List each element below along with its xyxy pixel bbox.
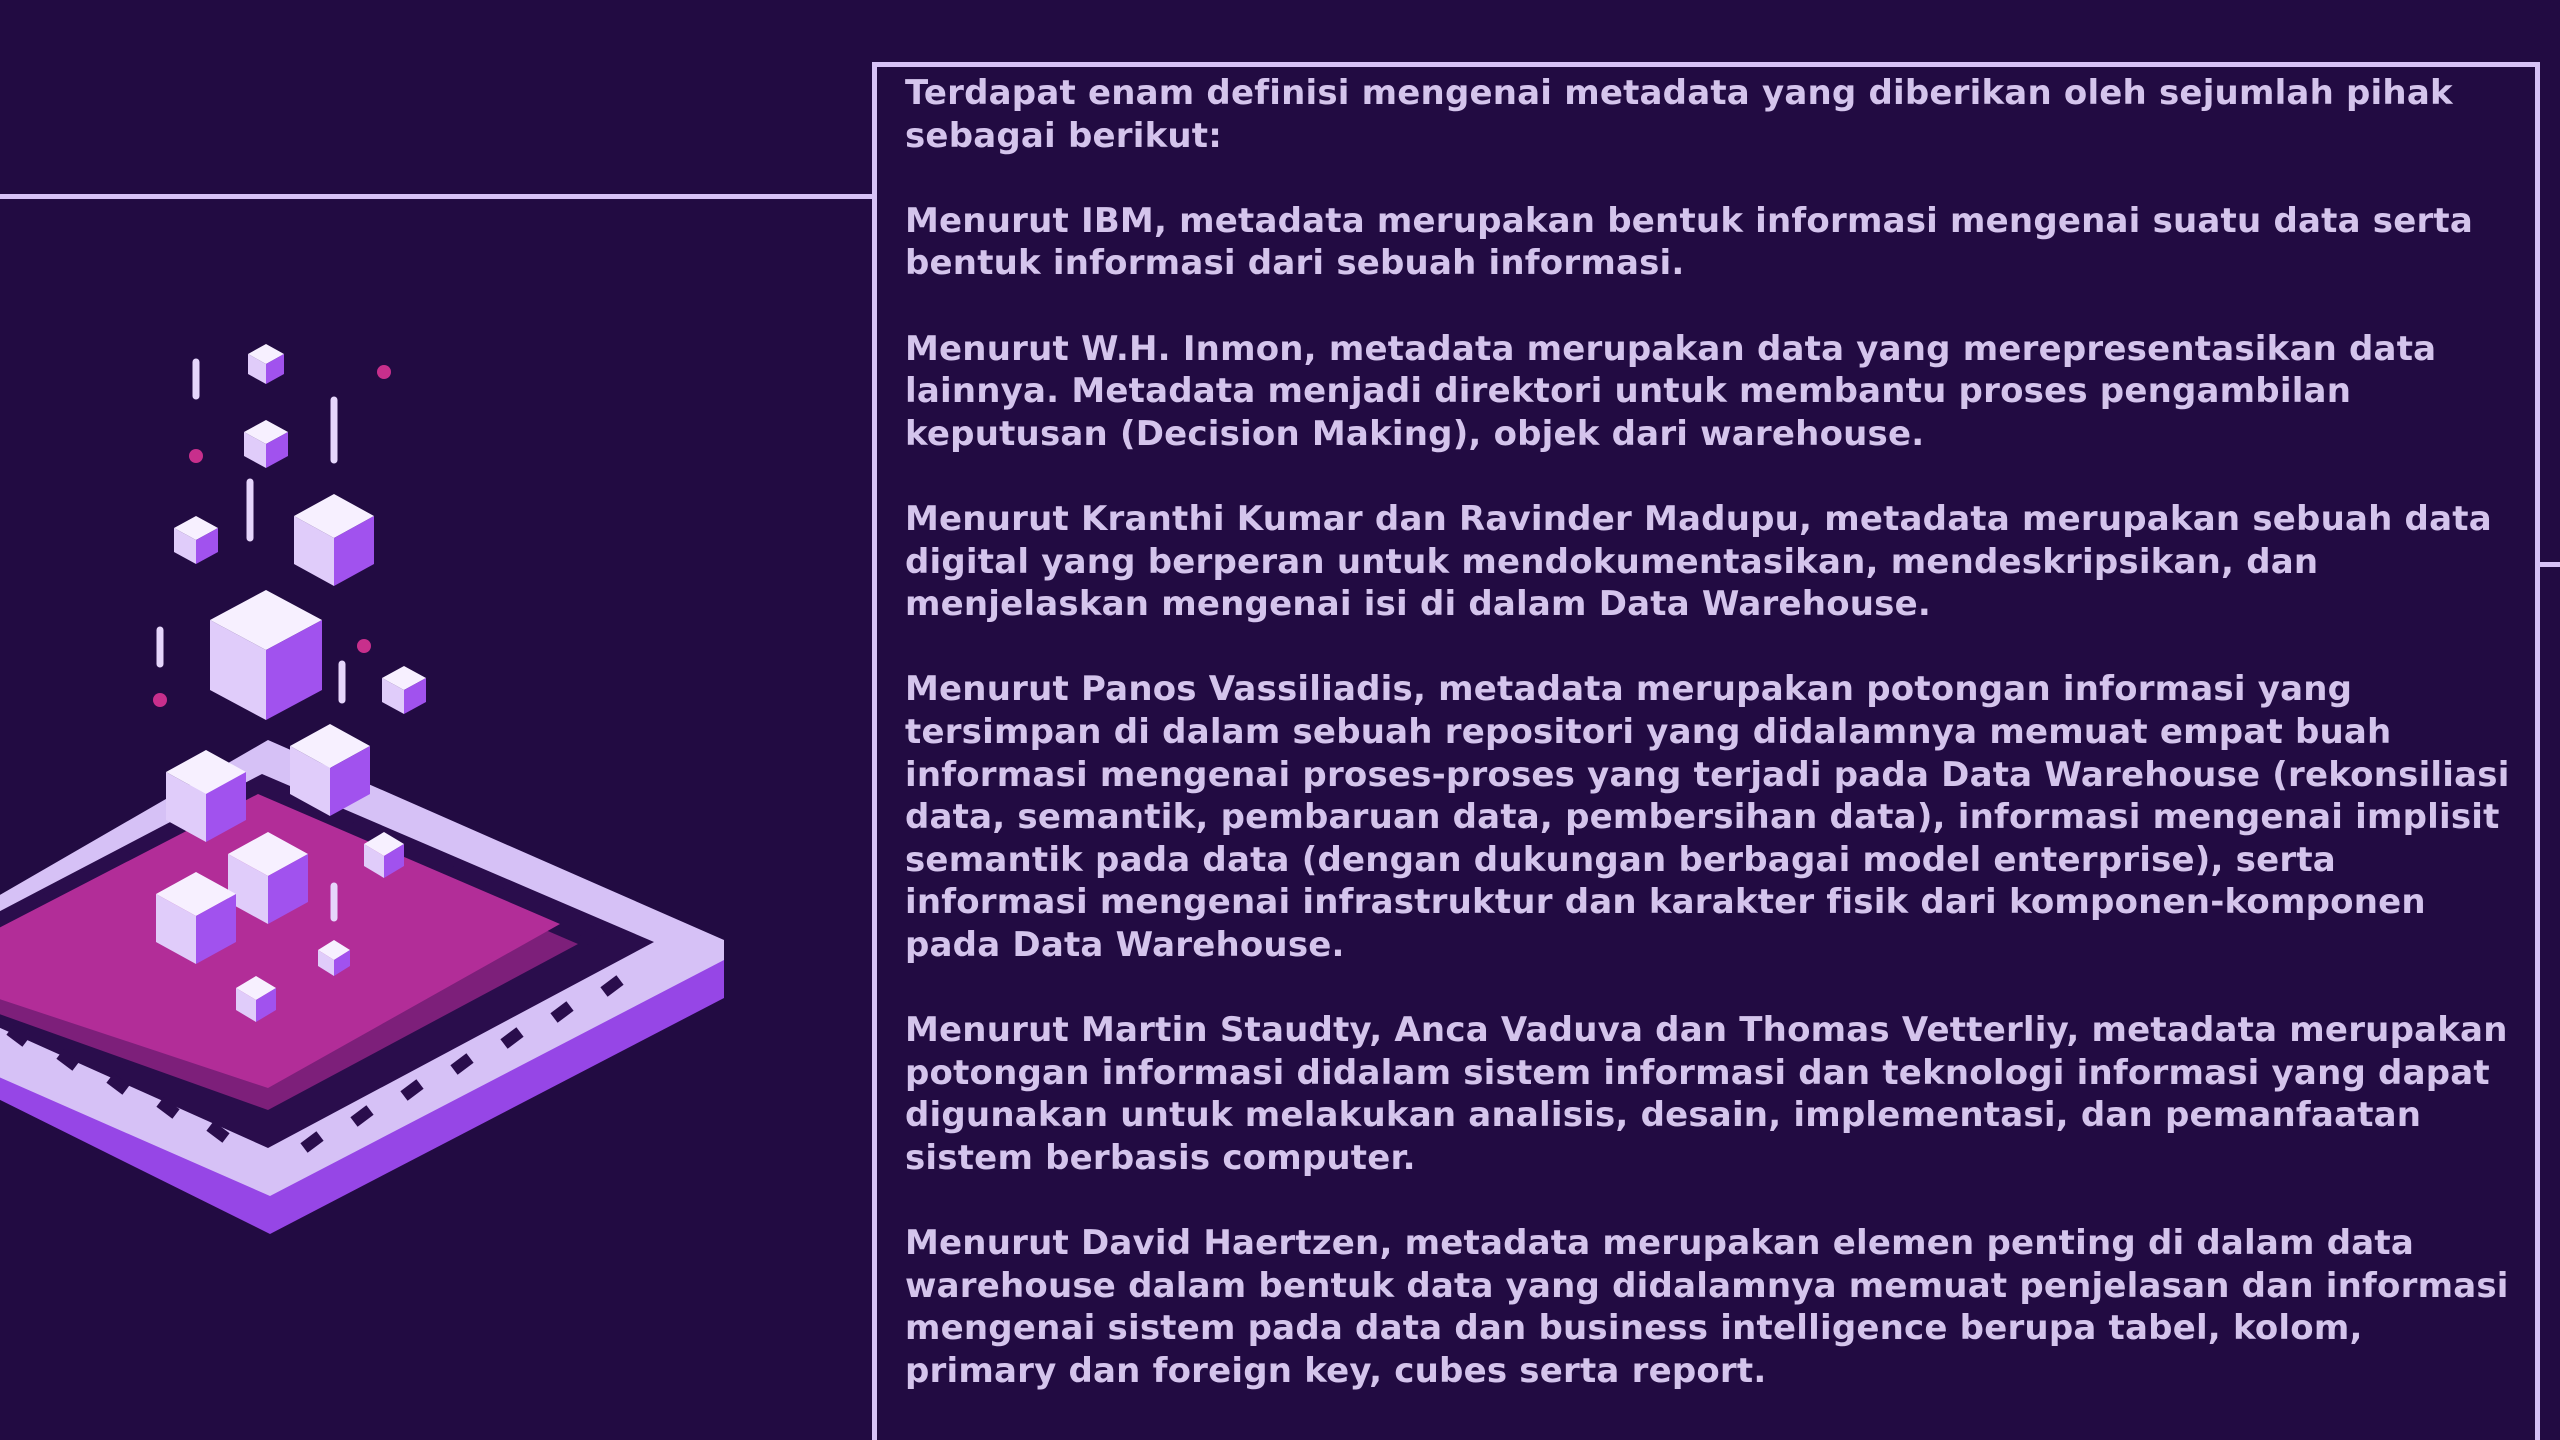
decorative-line-left xyxy=(0,194,874,199)
cube-small-3 xyxy=(174,516,218,564)
definition-haertzen: Menurut David Haertzen, metadata merupakan elemen penting di dalam data warehouse dalam bentuk data yang didalamnya memuat penjelasan dan informasi mengenai sistem pada data dan business intelligence berupa tabel, kolom, primary dan foreign key, cubes serta report. xyxy=(905,1223,2509,1391)
definition-vassiliadis: Menurut Panos Vassiliadis, metadata merupakan potongan informasi yang tersimpan di dalam sebuah repositori yang didalamnya memuat empat buah informasi mengenai proses-proses yang terjadi pada Data Warehouse (rekonsiliasi data, semantik, pembaruan data, pembersihan data), informasi mengenai implisit semantik pada data (dengan dukungan berbagai model enterprise), serta informasi mengenai infrastruktur dan karakter fisik dari komponen-komponen pada Data Warehouse. xyxy=(905,669,2510,965)
definition-kumar-madupu: Menurut Kranthi Kumar dan Ravinder Madupu, metadata merupakan sebuah data digital yang berperan untuk mendokumentasikan, mendeskripsikan, dan menjelaskan mengenai isi di dalam Data Warehouse. xyxy=(905,498,2492,625)
cube-small-top xyxy=(248,344,284,384)
cube-large xyxy=(210,590,322,720)
definition-staudty-vaduva-vetterliy: Menurut Martin Staudty, Anca Vaduva dan Thomas Vetterliy, metadata merupakan potongan informasi didalam sistem informasi dan teknologi informasi yang dapat digunakan untuk melakukan analisis, desain, implementasi, dan pemanfaatan sistem berbasis computer. xyxy=(905,1010,2508,1178)
definition-ibm: Menurut IBM, metadata merupakan bentuk informasi mengenai suatu data serta bentuk informasi dari sebuah informasi. xyxy=(905,200,2474,284)
intro-paragraph: Terdapat enam definisi mengenai metadata yang diberikan oleh sejumlah pihak sebagai berikut: xyxy=(905,73,2453,156)
cube-medium xyxy=(294,494,374,586)
definitions-panel xyxy=(872,62,2540,1440)
isometric-chip-with-cubes-icon xyxy=(0,320,760,1260)
cube-small-2 xyxy=(244,420,288,468)
definitions-text xyxy=(905,72,2515,1435)
definition-inmon: Menurut W.H. Inmon, metadata merupakan data yang merepresentasikan data lainnya. Metadata menjadi direktori untuk membantu proses pengambilan keputusan (Decision Making), objek dari warehouse. xyxy=(905,328,2437,454)
cube-small-right xyxy=(382,666,426,714)
